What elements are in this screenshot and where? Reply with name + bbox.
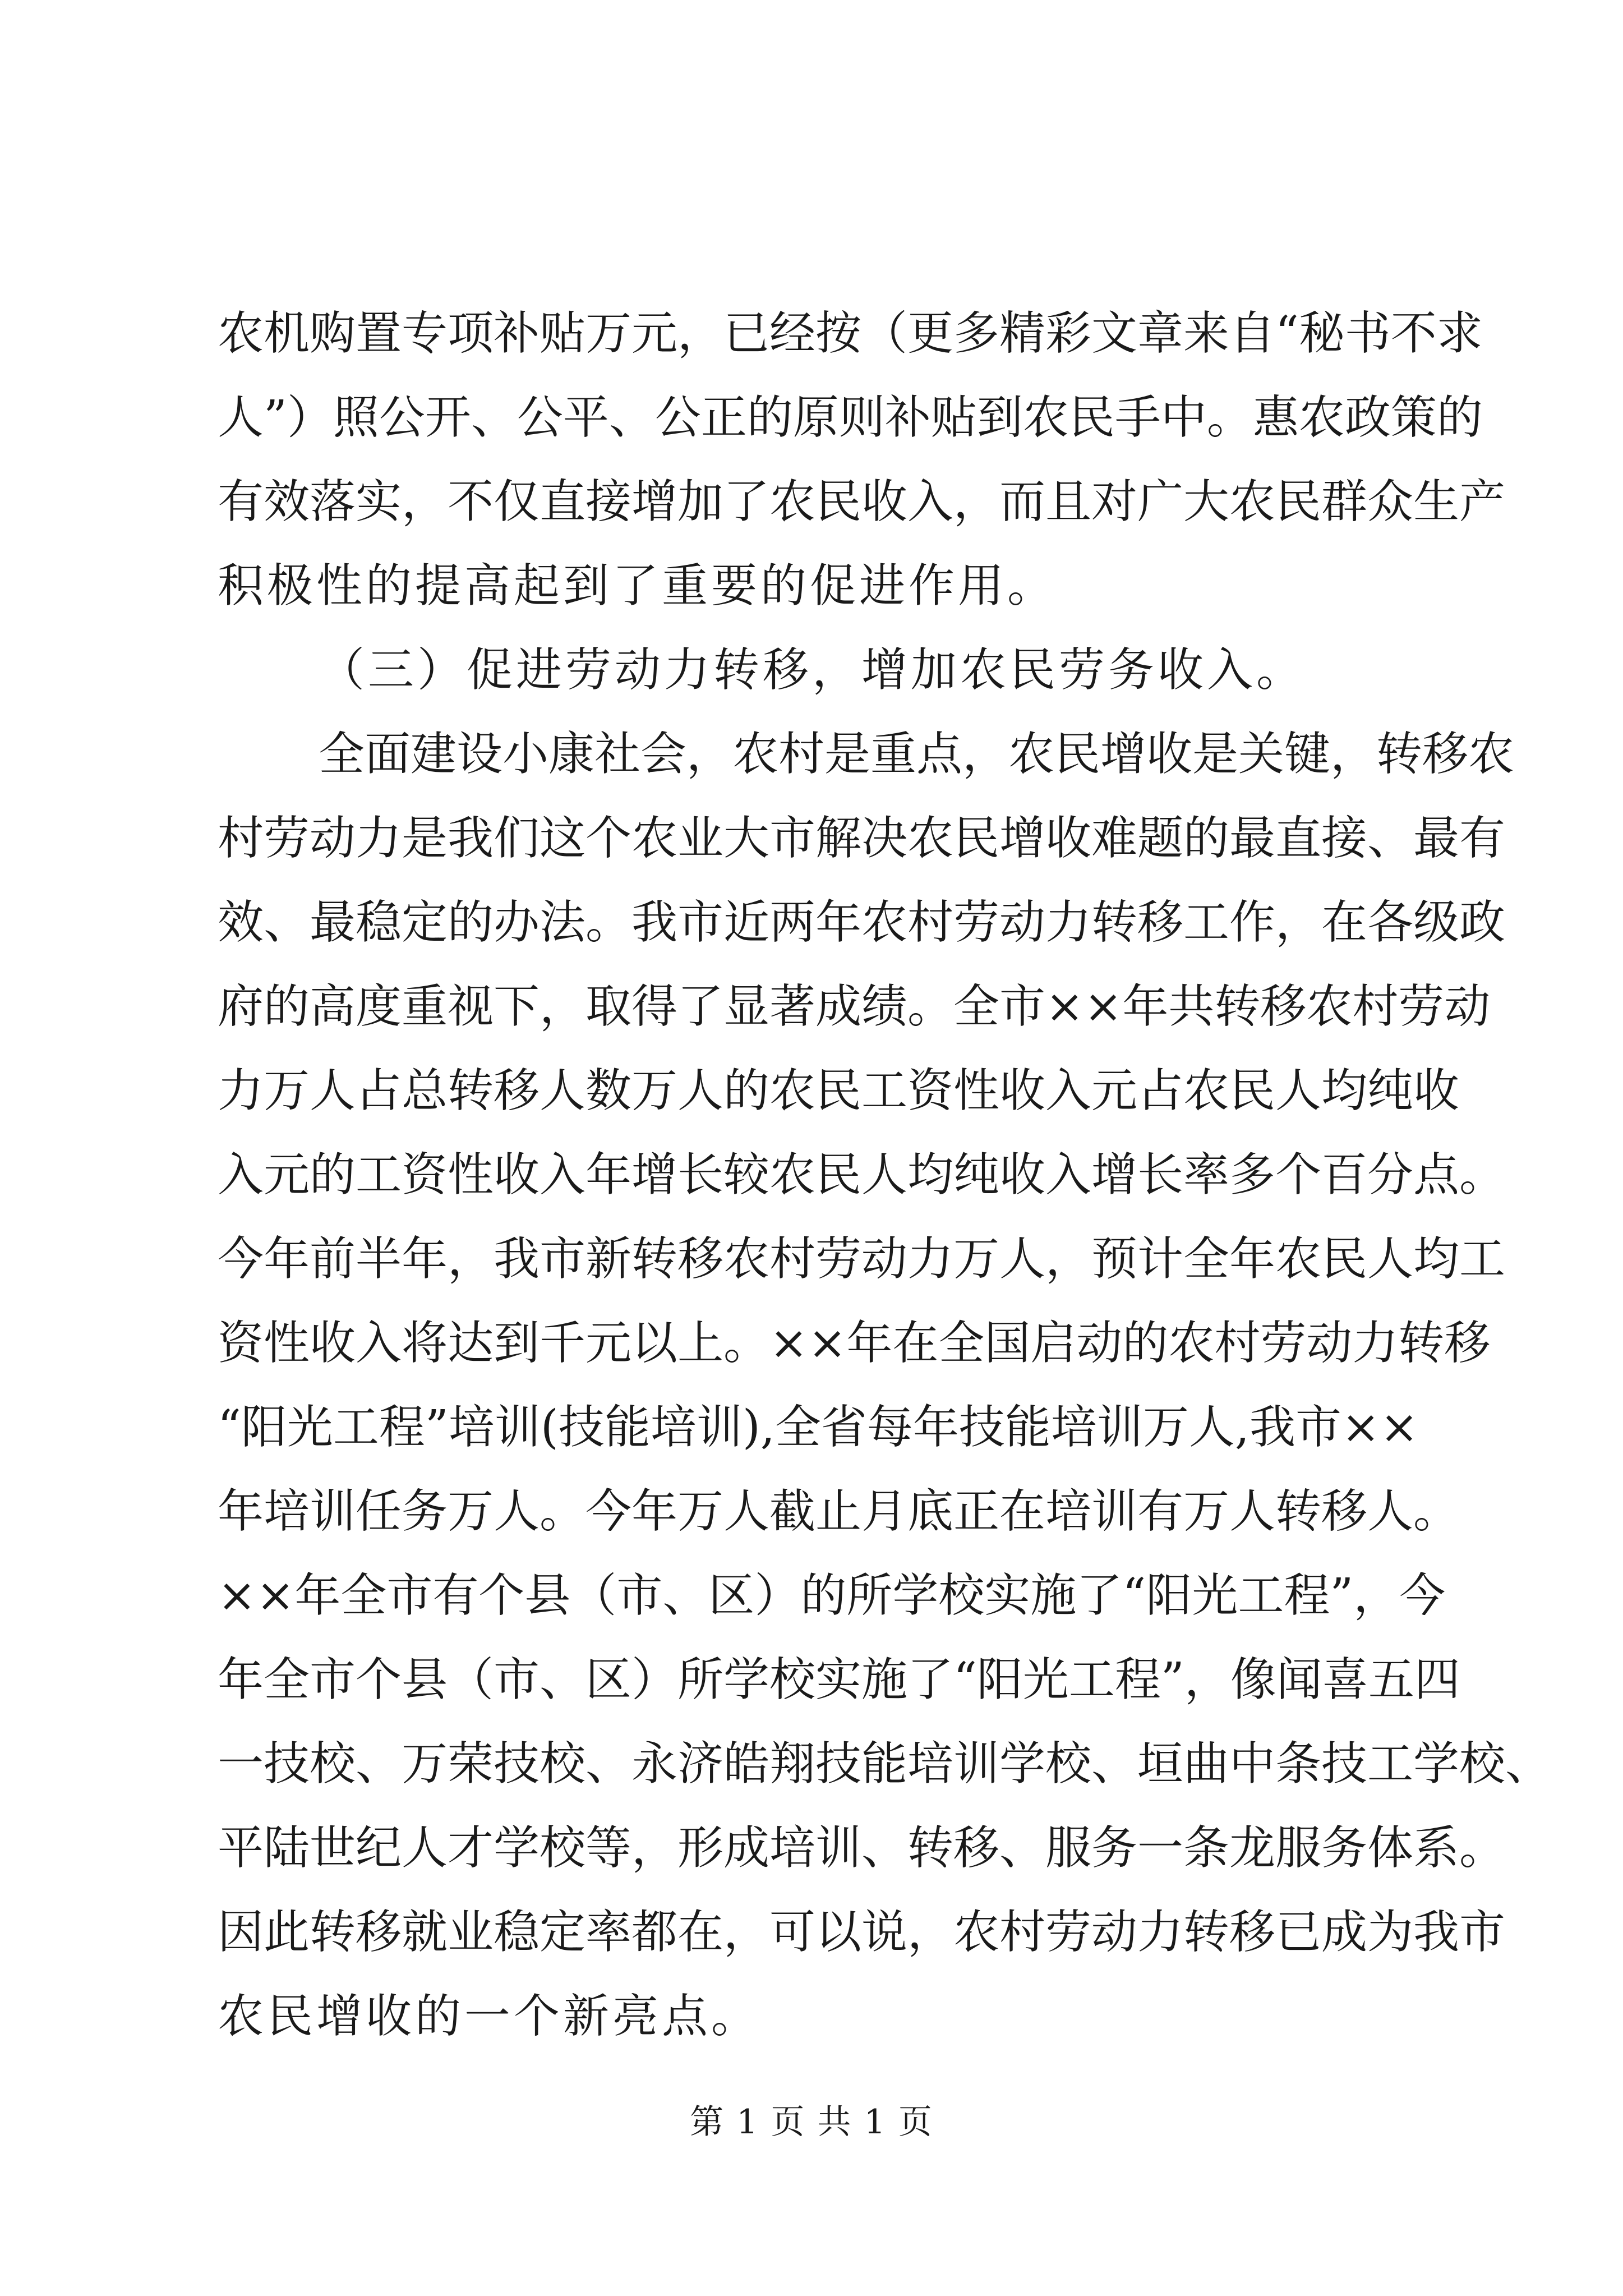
text-line: 农机购置专项补贴万元，已经按（更多精彩文章来自“秘书不求 [218,307,1483,360]
text-line: 年培训任务万人。今年万人截止月底正在培训有万人转移人。 [218,1485,1460,1538]
text-line: 府的高度重视下，取得了显著成绩。全市××年共转移农村劳动 [218,980,1491,1033]
text-line: 有效落实，不仅直接增加了农民收入，而且对广大农民群众生产 [218,475,1506,528]
text-line: 入元的工资性收入年增长较农民人均纯收入增长率多个百分点。 [218,1148,1506,1202]
text-line: 农民增收的一个新亮点。 [218,1990,761,2043]
text-line: 人”）照公开、公平、公正的原则补贴到农民手中。惠农政策的 [218,391,1483,444]
section-heading: （三）促进劳动力转移，增加农民劳务收入。 [319,643,1306,697]
text-line: 因此转移就业稳定率都在，可以说，农村劳动力转移已成为我市 [218,1906,1506,1959]
text-line: 力万人占总转移人数万人的农民工资性收入元占农民人均纯收 [218,1064,1460,1117]
text-line: 今年前半年，我市新转移农村劳动力万人，预计全年农民人均工 [218,1232,1506,1286]
text-line: 效、最稳定的办法。我市近两年农村劳动力转移工作，在各级政 [218,896,1506,949]
text-line: 平陆世纪人才学校等，形成培训、转移、服务一条龙服务体系。 [218,1821,1506,1875]
text-line: 村劳动力是我们这个农业大市解决农民增收难题的最直接、最有 [218,812,1506,865]
document-body [218,292,1552,2059]
text-line: 积极性的提高起到了重要的促进作用。 [218,559,1057,613]
page-footer: 第 1 页 共 1 页 [690,2102,933,2142]
text-line: 全面建设小康社会，农村是重点，农民增收是关键，转移农 [319,728,1515,781]
text-line: 一技校、万荣技校、永济皓翔技能培训学校、垣曲中条技工学校、 [218,1737,1552,1791]
text-line: ××年全市有个县（市、区）的所学校实施了“阳光工程”，今 [218,1569,1446,1622]
text-line: 资性收入将达到千元以上。××年在全国启动的农村劳动力转移 [218,1317,1491,1370]
text-line: “阳光工程”培训(技能培训),全省每年技能培训万人,我市×× [218,1401,1419,1454]
text-line: 年全市个县（市、区）所学校实施了“阳光工程”，像闻喜五四 [218,1653,1460,1706]
